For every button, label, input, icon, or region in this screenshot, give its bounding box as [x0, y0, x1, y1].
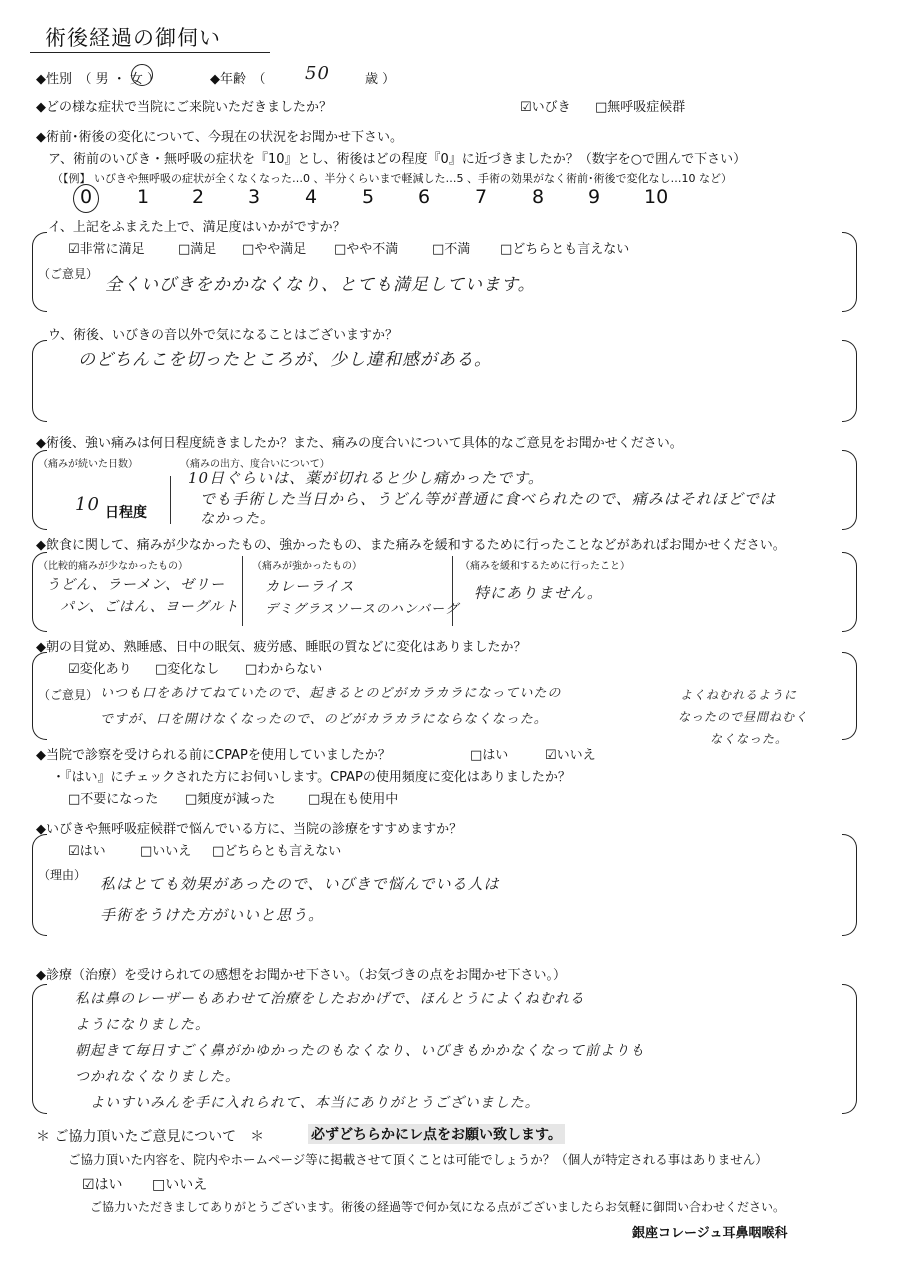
page-title: 術後経過の御伺い — [45, 26, 221, 50]
q5-opinion-label: （ご意見） — [38, 688, 99, 702]
q2-sub-u: ウ、術後、いびきの音以外で気になることはございますか？ — [48, 328, 398, 343]
q8-bracket-left — [32, 984, 47, 1114]
q4-divider-1 — [242, 556, 243, 626]
q7-no[interactable]: □いいえ — [140, 844, 192, 859]
q6-followup: ・『はい』にチェックされた方にお伺いします。CPAPの使用頻度に変化はありましたか？ — [52, 770, 571, 785]
q3-question: ◆術後、強い痛みは何日程度続きましたか？また、痛みの度合いについて具体的なご意見をお聞かせください。 — [36, 436, 683, 451]
q8-bracket-right — [842, 984, 857, 1114]
q5-line1: いつも口をあけてねていたので、起きるとのどがカラカラになっていたの — [100, 686, 562, 701]
q6-still-using[interactable]: □現在も使用中 — [308, 792, 399, 807]
q6-less-frequent[interactable]: □頻度が減った — [185, 792, 276, 807]
gender-field: ◆性別 （ 男 ・ 女 ） — [36, 72, 161, 87]
q4-divider-2 — [452, 556, 453, 626]
title-underline — [30, 52, 270, 53]
gender-female-circle — [131, 64, 153, 86]
q3-detail-line1: 10日ぐらいは、薬が切れると少し痛かったです。 — [188, 469, 544, 487]
opinion-answer: 全くいびきをかかなくなり、とても満足しています。 — [105, 275, 536, 295]
q7-line1: 私はとても効果があったので、いびきで悩んでいる人は — [100, 875, 500, 893]
q4-less-label: （比較的痛みが少なかったもの） — [38, 561, 188, 572]
q3-days-unit: 日程度 — [105, 505, 147, 521]
footer-thanks: ご協力いただきましてありがとうございます。術後の経過等で何か気になる点がございましたらお気軽に御問い合わせください。 — [90, 1200, 786, 1214]
q3-days-value: 10 — [75, 494, 100, 515]
q8-line2: ようになりました。 — [75, 1017, 210, 1033]
scale-9[interactable]: 9 — [588, 186, 601, 208]
q8-line5: よいすいみんを手に入れられて、本当にありがとうございました。 — [90, 1095, 540, 1111]
opinion-bracket-right — [842, 232, 857, 312]
scale-4[interactable]: 4 — [305, 186, 318, 208]
q5-side2: なったので昼間ねむく — [678, 710, 809, 724]
scale-2[interactable]: 2 — [192, 186, 205, 208]
scale-5[interactable]: 5 — [362, 186, 375, 208]
q6-not-needed[interactable]: □不要になった — [68, 792, 159, 807]
q7-line2: 手術をうけた方がいいと思う。 — [100, 906, 325, 924]
q8-question: ◆診療（治療）を受けられての感想をお聞かせ下さい。（お気づきの点をお聞かせ下さい。） — [36, 968, 566, 983]
q3-bracket-right — [842, 450, 857, 530]
q6-yes[interactable]: □はい — [470, 748, 509, 763]
age-label: ◆年齢 （ — [210, 72, 266, 87]
scale-1[interactable]: 1 — [137, 186, 150, 208]
footer-coop-bold: 必ずどちらかにレ点をお願い致します。 — [308, 1124, 565, 1144]
footer-coop-label: ＊ ご協力頂いたご意見について ＊ — [36, 1129, 265, 1145]
q1-question: ◆どの様な症状で当院にご来院いただきましたか？ — [36, 100, 332, 115]
q1-apnea-checkbox[interactable]: □無呼吸症候群 — [595, 100, 686, 115]
satisfaction-satisfied[interactable]: □満足 — [178, 242, 217, 257]
q3-divider — [170, 476, 171, 524]
q8-line4: つかれなくなりました。 — [75, 1069, 240, 1085]
q3-days-label: （痛みが続いた日数） — [38, 459, 138, 470]
q2-question: ◆術前･術後の変化について、今現在の状況をお聞かせ下さい。 — [36, 130, 403, 145]
satisfaction-neither[interactable]: □どちらとも言えない — [500, 242, 630, 257]
age-unit: 歳 ） — [365, 72, 396, 87]
footer-yes[interactable]: ☑はい — [82, 1177, 123, 1193]
scale-8[interactable]: 8 — [532, 186, 545, 208]
q4-relief-label: （痛みを緩和するために行ったこと） — [460, 561, 630, 572]
q5-no-change[interactable]: □変化なし — [155, 662, 220, 677]
age-value: 50 — [305, 63, 330, 84]
q6-no[interactable]: ☑いいえ — [545, 748, 596, 763]
q5-changed[interactable]: ☑変化あり — [68, 662, 132, 677]
scale-0[interactable]: 0 — [80, 186, 93, 208]
q7-bracket-left — [32, 834, 47, 936]
q2-sub-i: イ、上記をふまえた上で、満足度はいかがですか？ — [48, 220, 346, 235]
clinic-name: 銀座コレージュ耳鼻咽喉科 — [632, 1226, 788, 1241]
q5-line2: ですが、口を開けなくなったので、のどがカラカラにならなくなった。 — [100, 712, 548, 727]
satisfaction-somewhat[interactable]: □やや満足 — [242, 242, 307, 257]
q7-neither[interactable]: □どちらとも言えない — [212, 844, 342, 859]
q5-side3: なくなった。 — [710, 732, 789, 746]
scale-3[interactable]: 3 — [248, 186, 261, 208]
satisfaction-somewhat-dissatisfied[interactable]: □やや不満 — [334, 242, 399, 257]
q5-unknown[interactable]: □わからない — [245, 662, 323, 677]
q4-question: ◆飲食に関して、痛みが少なかったもの、強かったもの、また痛みを緩和するために行ったことなどがあればお聞かせください。 — [36, 538, 786, 553]
q3-detail-line2: でも手術した当日から、うどん等が普通に食べられたので、痛みはそれほどでは — [200, 490, 776, 508]
q2-example: （【例】 いびきや無呼吸の症状が全くなくなった…0 、半分くらいまで軽減した…5 、手術の効果がなく術前･術後で変化なし…10 など） — [52, 172, 732, 185]
q4-strong-label: （痛みが強かったもの） — [252, 561, 362, 572]
q8-line1: 私は鼻のレーザーもあわせて治療をしたおかげで、ほんとうによくねむれる — [75, 991, 585, 1007]
u-bracket-left — [32, 340, 47, 422]
u-answer: のどちんこを切ったところが、少し違和感がある。 — [78, 350, 492, 370]
q6-question: ◆当院で診察を受けられる前にCPAPを使用していましたか？ — [36, 748, 391, 763]
satisfaction-dissatisfied[interactable]: □不満 — [432, 242, 471, 257]
scale-10[interactable]: 10 — [644, 186, 669, 208]
q2-sub-a: ア、術前のいびき・無呼吸の症状を『10』とし、術後はどの程度『0』に近づきましたか？（数字を○で囲んで下さい） — [48, 152, 747, 167]
q5-bracket-right — [842, 652, 857, 740]
q4-bracket-right — [842, 552, 857, 632]
footer-question: ご協力頂いた内容を、院内やホームページ等に掲載させて頂くことは可能でしょうか？（個人が特定される事はありません） — [68, 1152, 768, 1167]
q5-question: ◆朝の目覚め、熟睡感、日中の眠気、疲労感、睡眠の質などに変化はありましたか？ — [36, 640, 527, 655]
q8-line3: 朝起きて毎日すごく鼻がかゆかったのもなくなり、いびきもかかなくなって前よりも — [75, 1043, 645, 1059]
q7-question: ◆いびきや無呼吸症候群で悩んでいる方に、当院の診療をすすめますか？ — [36, 822, 463, 837]
scale-7[interactable]: 7 — [475, 186, 488, 208]
q3-detail-line3: なかった。 — [200, 511, 275, 527]
opinion-label: （ご意見） — [38, 267, 99, 281]
q4-less-line2: パン、ごはん、ヨーグルト — [60, 599, 240, 615]
q1-snoring-checkbox[interactable]: ☑いびき — [520, 100, 571, 115]
q3-detail-label: （痛みの出方、度合いについて） — [180, 459, 330, 470]
q4-strong-line1: カレーライス — [265, 579, 355, 595]
satisfaction-very[interactable]: ☑非常に満足 — [68, 242, 145, 257]
q5-side1: よくねむれるように — [680, 688, 798, 702]
q4-relief-answer: 特にありません。 — [474, 584, 603, 602]
u-bracket-right — [842, 340, 857, 422]
q4-less-line1: うどん、ラーメン、ゼリー — [46, 577, 226, 593]
q7-yes[interactable]: ☑はい — [68, 844, 106, 859]
scale-6[interactable]: 6 — [418, 186, 431, 208]
q4-strong-line2: デミグラスソースのハンバーグ — [265, 602, 460, 617]
q7-bracket-right — [842, 834, 857, 936]
scale-0-circle — [73, 184, 99, 213]
q7-reason-label: （理由） — [38, 868, 87, 882]
footer-no[interactable]: □いいえ — [152, 1177, 208, 1193]
